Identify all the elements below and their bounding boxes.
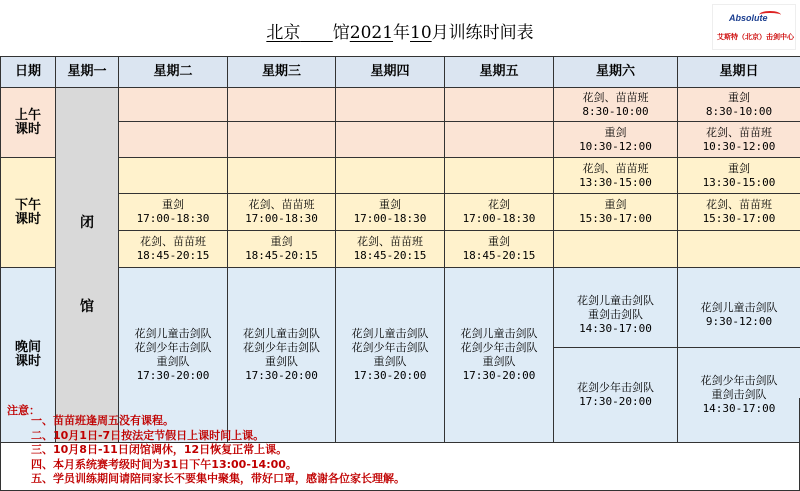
slot-fri-ev: 花剑儿童击剑队 花剑少年击剑队 重剑队 17:30-20:00 [445,268,554,443]
slot-tue-pm3: 花剑、苗苗班 18:45-20:15 [119,231,228,268]
title-year: 2021 [349,23,394,43]
slot-tue-ev: 花剑儿童击剑队 花剑少年击剑队 重剑队 17:30-20:00 [119,268,228,443]
slot-thu-pm2: 重剑 17:00-18:30 [336,194,445,231]
header-wed: 星期三 [228,57,336,88]
slot-sun-pm2: 花剑、苗苗班 15:30-17:00 [678,194,800,231]
monday-closed-2: 馆 [80,299,94,315]
title-venue-blank [300,23,332,43]
header-tue: 星期二 [119,57,228,88]
notes-box [0,398,800,491]
note-item: 四、本月系统赛考级时间为31日下午13:00-14:00。 [31,457,297,471]
monday-closed [56,88,119,443]
table-row [1,194,800,231]
note-item: 三、10月8日-11日闭馆调休，12日恢复正常上课。 [31,443,288,456]
period-pm: 下午 课时 [1,158,56,268]
monday-closed-1: 闭 [80,215,94,231]
slot-sat-am2: 重剑 10:30-12:00 [554,122,678,158]
logo-brand: Absolute [729,13,768,23]
slot-sat-am1: 花剑、苗苗班 8:30-10:00 [554,88,678,122]
slot-fri-pm2: 花剑 17:00-18:30 [445,194,554,231]
header-mon: 星期一 [56,57,119,88]
period-am: 上午 课时 [1,88,56,158]
slot-tue-pm2: 重剑 17:00-18:30 [119,194,228,231]
notes-head: 注意： [7,404,40,417]
page-title [0,18,800,43]
slot-sat-pm1: 花剑、苗苗班 13:30-15:00 [554,158,678,194]
note-item: 一、苗苗班逢周五没有课程。 [31,414,174,427]
note-item: 五、学员训练期间请陪同家长不要集中聚集，带好口罩，感谢各位家长理解。 [31,472,405,485]
slot-sun-ev-1: 花剑儿童击剑队 9:30-12:00 [678,282,800,348]
note-item: 二、10月1日-7日按法定节假日上课时间上课。 [31,428,265,442]
logo-swoosh-icon [759,11,781,19]
slot-thu-ev: 花剑儿童击剑队 花剑少年击剑队 重剑队 17:30-20:00 [336,268,445,443]
logo-subtitle: 艾斯特（北京）击剑中心 [717,33,794,41]
slot-sat-ev-1: 花剑儿童击剑队 重剑击剑队 14:30-17:00 [554,282,677,348]
title-venue-suffix: 馆 [332,23,350,43]
header-sun: 星期日 [678,57,800,88]
slot-sat-pm2: 重剑 15:30-17:00 [554,194,678,231]
period-ev: 晚间 课时 [1,268,56,443]
slot-wed-ev: 花剑儿童击剑队 花剑少年击剑队 重剑队 17:30-20:00 [228,268,336,443]
header-row [1,57,800,88]
slot-thu-pm3: 花剑、苗苗班 18:45-20:15 [336,231,445,268]
schedule-table [0,56,800,443]
slot-sun-ev-2: 花剑少年击剑队 重剑击剑队 14:30-17:00 [700,374,778,415]
slot-sun-am1: 重剑 8:30-10:00 [678,88,800,122]
table-row [1,122,800,158]
slot-sun-am2: 花剑、苗苗班 10:30-12:00 [678,122,800,158]
title-year-suffix: 年 [393,23,411,43]
header-fri: 星期五 [445,57,554,88]
header-sat: 星期六 [554,57,678,88]
brand-logo [712,4,796,50]
notes-list [31,414,405,487]
slot-wed-pm2: 花剑、苗苗班 17:00-18:30 [228,194,336,231]
slot-sat-ev-2: 花剑少年击剑队 17:30-20:00 [577,381,654,408]
table-row [1,231,800,268]
header-date: 日期 [1,57,56,88]
title-city: 北京 [266,23,301,43]
title-month: 10 [410,23,432,43]
slot-fri-pm3: 重剑 18:45-20:15 [445,231,554,268]
table-row [1,158,800,194]
table-row [1,88,800,122]
header-thu: 星期四 [336,57,445,88]
slot-sun-pm1: 重剑 13:30-15:00 [678,158,800,194]
title-month-suffix: 月训练时间表 [431,23,534,43]
slot-wed-pm3: 重剑 18:45-20:15 [228,231,336,268]
